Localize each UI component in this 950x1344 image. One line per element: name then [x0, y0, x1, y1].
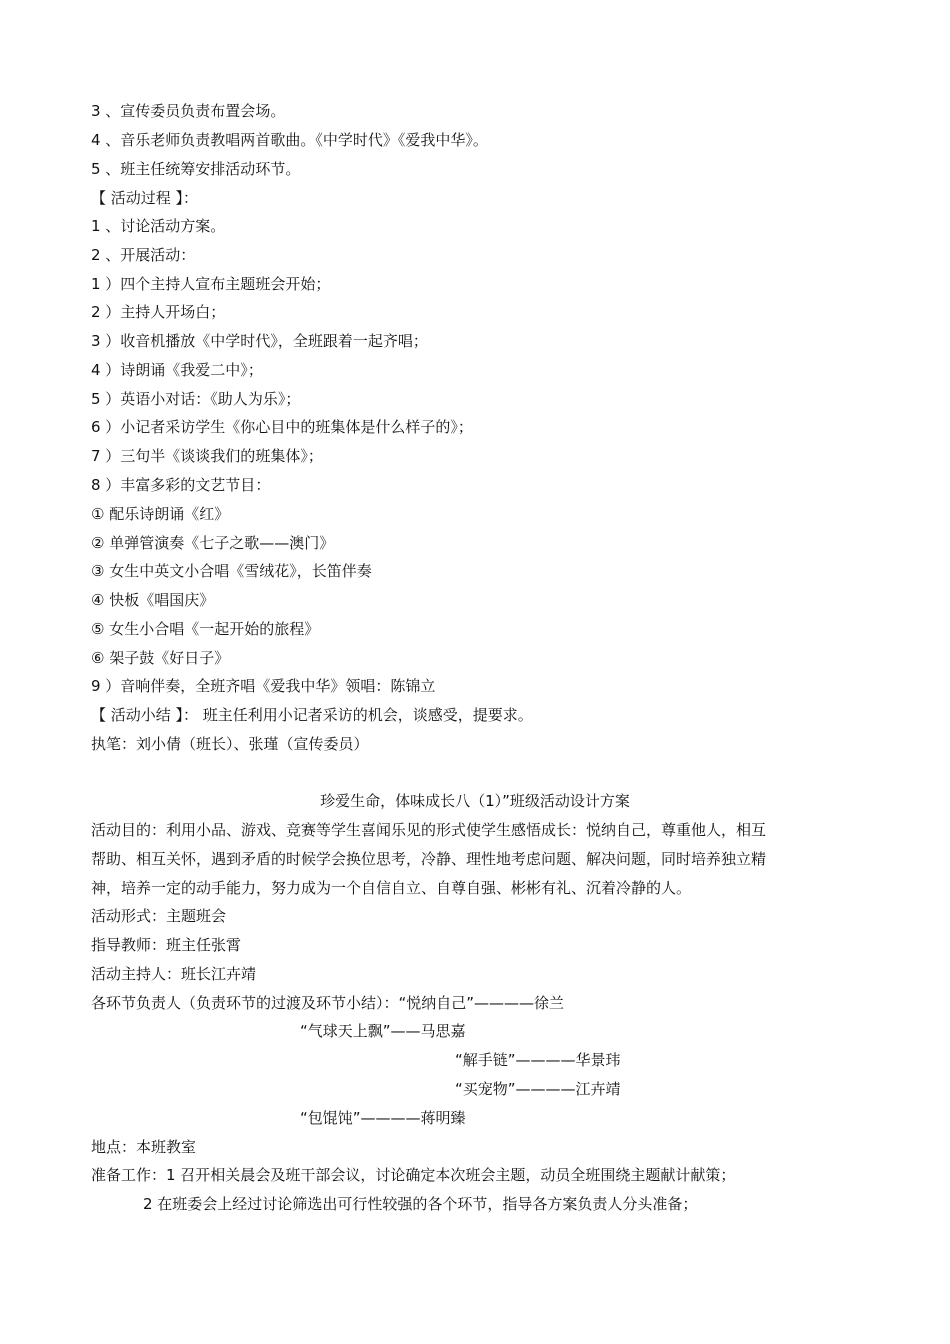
text-line-20: ⑥ 架子鼓《好日子》 [91, 649, 230, 667]
text-line-32: “气球天上飘”——马思嘉 [300, 1022, 466, 1040]
text-line-13: 7 ）三句半《谈谈我们的班集体》； [91, 447, 323, 465]
text-line-03: 5 、班主任统筹安排活动环节。 [91, 160, 301, 178]
text-line-07: 1 ）四个主持人宣布主题班会开始； [91, 275, 331, 293]
document-title: 珍爱生命，体味成长八（1）”班级活动设计方案 [320, 792, 630, 810]
text-line-25: 活动目的：利用小品、游戏、竞赛等学生喜闻乐见的形式使学生感悟成长：悦纳自己，尊重他人，相互 [91, 821, 767, 839]
text-line-10: 4 ）诗朗诵《我爱二中》； [91, 361, 263, 379]
text-line-33: “解手链”————华景玮 [455, 1051, 621, 1069]
text-line-11: 5 ）英语小对话：《助人为乐》； [91, 390, 301, 408]
text-line-31: 各环节负责人（负责环节的过渡及环节小结）：“悦纳自己”————徐兰 [91, 994, 565, 1012]
text-line-26: 帮助、相互关怀，遇到矛盾的时候学会换位思考，冷静、理性地考虑问题、解决问题，同时培养独立精 [91, 850, 767, 868]
text-line-09: 3 ）收音机播放《中学时代》，全班跟着一起齐唱； [91, 332, 428, 350]
text-line-21: 9 ）音响伴奏，全班齐唱《爱我中华》领唱：陈锦立 [91, 677, 436, 695]
text-line-37: 准备工作：1 召开相关晨会及班干部会议，讨论确定本次班会主题，动员全班围绕主题献计献策； [91, 1166, 736, 1184]
text-line-30: 活动主持人：班长江卉靖 [91, 965, 257, 983]
text-line-08: 2 ）主持人开场白； [91, 303, 226, 321]
section-heading-process: 【 活动过程 】： [91, 189, 199, 207]
text-line-06: 2 、开展活动： [91, 246, 196, 264]
text-line-38: 2 在班委会上经过讨论筛选出可行性较强的各个环节，指导各方案负责人分头准备； [143, 1195, 698, 1213]
text-line-12: 6 ）小记者采访学生《你心目中的班集体是什么样子的》； [91, 418, 473, 436]
text-line-16: ② 单弹管演奏《七子之歌——澳门》 [91, 534, 335, 552]
text-line-19: ⑤ 女生小合唱《一起开始的旅程》 [91, 620, 320, 638]
section-heading-summary: 【 活动小结 】： 班主任利用小记者采访的机会，谈感受，提要求。 [91, 706, 533, 724]
author-line: 执笔：刘小倩（班长）、张瑾（宣传委员） [91, 735, 369, 753]
text-line-15: ① 配乐诗朗诵《红》 [91, 505, 230, 523]
text-line-01: 3 、宣传委员负责布置会场。 [91, 102, 286, 120]
text-line-34: “买宠物”————江卉靖 [455, 1080, 621, 1098]
text-line-14: 8 ）丰富多彩的文艺节目： [91, 476, 271, 494]
text-line-29: 指导教师：班主任张霄 [91, 936, 242, 954]
text-line-17: ③ 女生中英文小合唱《雪绒花》，长笛伴奏 [91, 562, 372, 580]
text-line-28: 活动形式：主题班会 [91, 907, 227, 925]
text-line-05: 1 、讨论活动方案。 [91, 217, 226, 235]
text-line-36: 地点：本班教室 [91, 1138, 197, 1156]
text-line-35: “包馄饨”————蒋明臻 [300, 1109, 466, 1127]
text-line-02: 4 、音乐老师负责教唱两首歌曲。《中学时代》《爱我中华》。 [91, 131, 488, 149]
text-line-18: ④ 快板《唱国庆》 [91, 591, 215, 609]
text-line-27: 神，培养一定的动手能力，努力成为一个自信自立、自尊自强、彬彬有礼、沉着冷静的人。 [91, 879, 692, 897]
